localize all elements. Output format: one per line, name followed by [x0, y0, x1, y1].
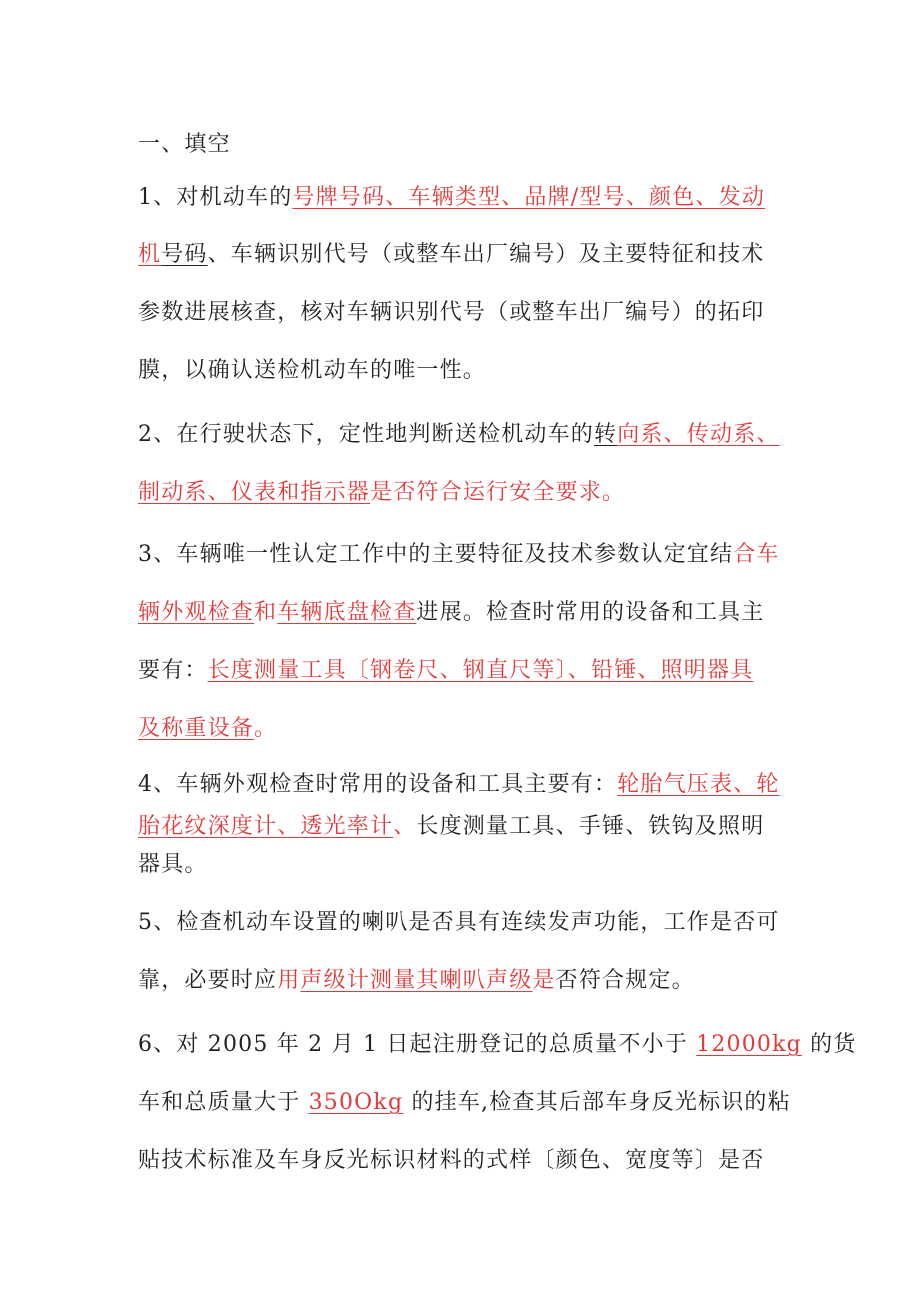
text-line [138, 183, 765, 213]
text-segment: 2、在行驶状态下，定性地判断送检机动车的 [138, 422, 594, 447]
text-segment: 膜，以确认送检机动车的唯一性。 [138, 358, 487, 383]
text-segment: 12000kg [696, 1032, 802, 1057]
text-segment: 靠，必要时应 [138, 968, 278, 993]
text-segment: 胎花纹深度计、透光率计 [138, 814, 394, 839]
text-line [138, 1030, 857, 1060]
text-segment: 3、车辆唯一性认定工作中的主要特征及技术参数认定宜结 [138, 542, 734, 567]
text-line [138, 1146, 764, 1176]
text-line [138, 540, 780, 570]
text-segment: 长度测量工具〔钢卷尺、钢直尺等〕、铅锤、照明器具 [207, 658, 754, 683]
text-line [138, 966, 695, 996]
text-segment: 号码 [161, 242, 208, 267]
text-line [138, 770, 780, 800]
text-segment: 、车辆识别代号（或整车出厂编号）及主要特征和技术 [207, 242, 765, 267]
text-line [138, 850, 208, 880]
text-segment: 要有： [138, 658, 208, 683]
text-line [138, 714, 277, 744]
text-segment: 声级计测量其喇叭声级 [300, 968, 533, 993]
text-segment: 车和总质量大于 [138, 1090, 309, 1115]
text-line [138, 908, 780, 938]
text-line [138, 1088, 791, 1118]
text-segment: 车辆底盘检查 [277, 600, 417, 625]
text-segment: 贴技术标准及车身反光标识材料的式样〔颜色、宽度等〕是否 [138, 1148, 765, 1173]
text-segment: 辆外观检查 [138, 600, 255, 625]
text-segment: 350Okg [308, 1090, 404, 1115]
text-segment: 和 [254, 600, 278, 625]
text-segment: 号牌号码、车辆类型、品牌/型号、颜色、发动 [292, 185, 766, 210]
text-segment: 1、对机动车的 [138, 185, 293, 210]
text-segment: 4、车辆外观检查时常用的设备和工具主要有： [138, 772, 618, 797]
text-segment: 轮胎气压表、轮 [617, 772, 780, 797]
text-segment: 向系、传动系、 [617, 422, 780, 447]
text-segment: 机 [138, 242, 162, 267]
text-segment: 是 [532, 968, 556, 993]
text-segment: 参数进展核查，核对车辆识别代号（或整车出厂编号）的拓印 [138, 300, 765, 325]
text-segment: 用 [277, 968, 301, 993]
text-segment: 。 [254, 716, 278, 741]
text-segment: 否符合规定。 [555, 968, 695, 993]
text-segment: 6、对 2005 年 2 月 1 日起注册登记的总质量不小于 [138, 1032, 697, 1057]
text-segment: 的货 [801, 1032, 857, 1057]
text-line [138, 356, 486, 386]
text-segment: 合车 [733, 542, 780, 567]
text-segment: 5、检查机动车设置的喇叭是否具有连续发声功能，工作是否可 [138, 910, 780, 935]
text-segment: 、 [393, 814, 417, 839]
text-line [138, 240, 764, 270]
text-segment: 的挂车,检查其后部车身反光标识的粘 [403, 1090, 791, 1115]
text-line [138, 656, 753, 686]
text-line [138, 298, 764, 328]
text-segment: 长度测量工具、手锤、铁钩及照明 [416, 814, 765, 839]
section-heading: 一、填空 [138, 132, 231, 157]
text-line [138, 420, 780, 450]
text-line [138, 598, 764, 628]
text-segment: 转 [594, 422, 618, 447]
text-segment: 及称重设备 [138, 716, 255, 741]
text-line [138, 812, 764, 842]
text-segment: 进展。检查时常用的设备和工具主 [416, 600, 765, 625]
text-line [138, 478, 625, 508]
text-segment: 是否符合运行安全要求。 [370, 480, 626, 505]
text-segment: 制动系、仪表和指示器 [138, 480, 371, 505]
text-segment: 器具。 [138, 852, 208, 877]
